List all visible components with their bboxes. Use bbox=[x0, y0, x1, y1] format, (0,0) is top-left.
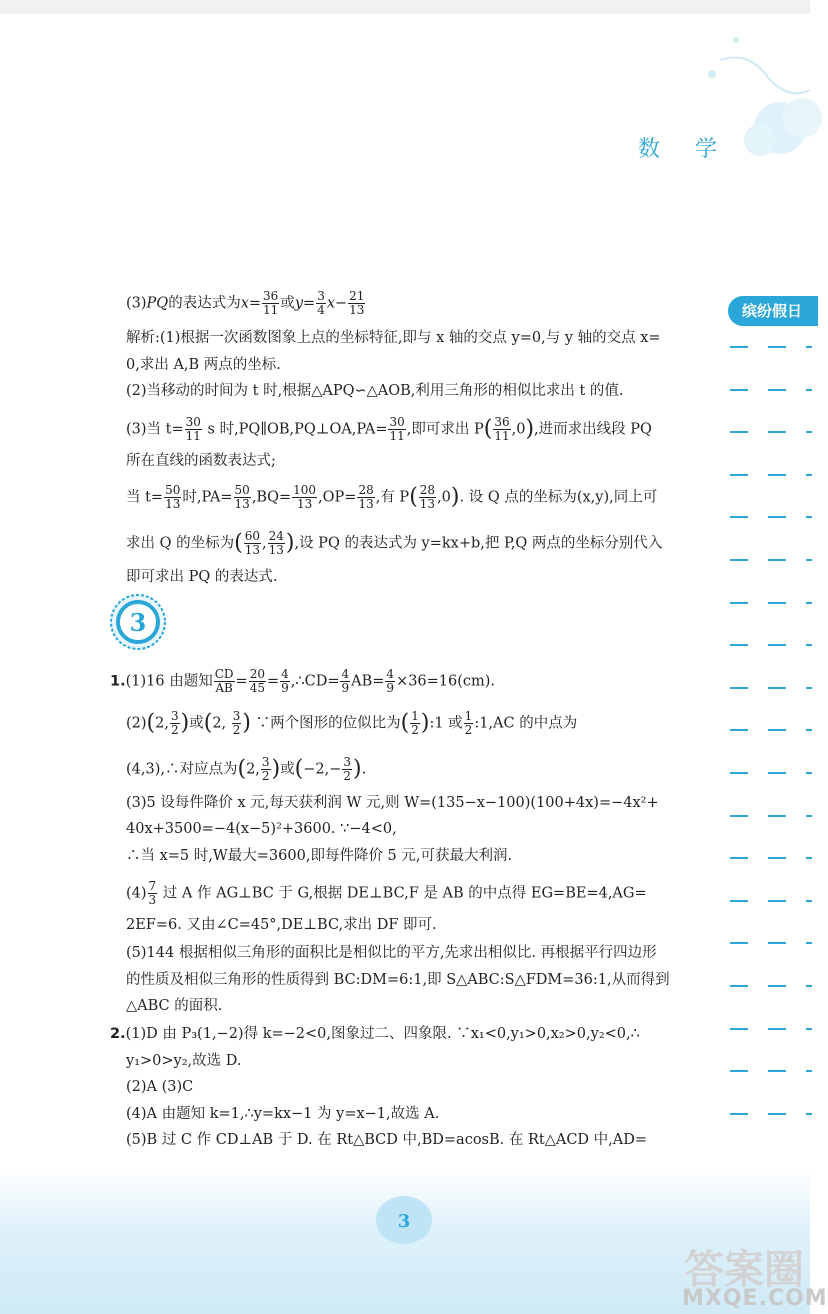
analysis-line-8: 即可求出 PQ 的表达式. bbox=[126, 569, 278, 585]
analysis-line-3: (2)当移动的时间为 t 时,根据△APQ∽△AOB,利用三角形的相似比求出 t 的值. bbox=[126, 383, 624, 399]
page-number-badge bbox=[372, 1194, 436, 1246]
answer-line-3-expression: (3)PQ的表达式为x= $\frac{36}{11}$ 或y= $\frac{3}{4}$ x− $\frac{21}{13}$ bbox=[126, 289, 365, 317]
q2-part2-3: (2)A (3)C bbox=[126, 1079, 194, 1095]
q1-part3-cont2: ∴当 x=5 时,W最大=3600,即每件降价 5 元,可获最大利润. bbox=[126, 848, 513, 864]
q1-part2-cont: (4,3),∴对应点为(2, $\frac{3}{2}$ )或(−2,− $\frac{3}{2}$ ). bbox=[126, 755, 367, 783]
q2-part1-cont: y₁>0>y₂,故选 D. bbox=[126, 1053, 242, 1069]
q1-part5-cont2: △ABC 的面积. bbox=[126, 998, 223, 1014]
q1-part3: (3)5 设每件降价 x 元,每天获利润 W 元,则 W=(135−x−100)(100+4x)=−4x²+ bbox=[126, 795, 659, 811]
q2-part1: 2.(1)D 由 P₃(1,−2)得 k=−2<0,图象过二、四象限. ∵x₁<0,y₁>0,x₂>0,y₂<0,∴ bbox=[110, 1026, 640, 1042]
analysis-line-1: 解析:(1)根据一次函数图象上点的坐标特征,即与 x 轴的交点 y=0,与 y 轴的交点 x= bbox=[126, 330, 661, 346]
analysis-line-7: 求出 Q 的坐标为( $\frac{60}{13}$ , $\frac{24}{13}$ ),设 PQ 的表达式为 y=kx+b,把 P,Q 两点的坐标分别代入 bbox=[126, 529, 663, 557]
q2-part4: (4)A 由题知 k=1,∴y=kx−1 为 y=x−1,故选 A. bbox=[126, 1106, 440, 1122]
analysis-line-4: (3)当 t= $\frac{30}{11}$ s 时,PQ∥OB,PQ⊥OA,PA= $\frac{30}{11}$ ,即可求出 P( $\frac{36}{11}$ ,0),进而求出线段 PQ bbox=[126, 415, 652, 443]
q1-part3-cont: 40x+3500=−4(x−5)²+3600. ∵−4<0, bbox=[126, 821, 397, 837]
subject-title: 数 学 bbox=[638, 137, 731, 162]
notes-dash-lines bbox=[730, 340, 810, 1149]
q1-part5: (5)144 根据相似三角形的面积比是相似比的平方,先求出相似比. 再根据平行四边形 bbox=[126, 945, 657, 961]
analysis-line-2: 0,求出 A,B 两点的坐标. bbox=[126, 357, 281, 373]
analysis-line-6: 当 t= $\frac{50}{13}$ 时,PA= $\frac{50}{13}$ ,BQ= $\frac{100}{13}$ ,OP= $\frac{28}{13}$ ,有 P( $\frac{28}{13}$ ,0). 设 Q 点的坐标为(x,y),同上可 bbox=[126, 483, 658, 511]
q1-part2: (2)(2, $\frac{3}{2}$ )或(2, $\frac{3}{2}$ ) ∵两个图形的位似比为( $\frac{1}{2}$ ):1 或 $\frac{1}{2}$ :1,AC 的中点为 bbox=[126, 709, 578, 737]
q1-part1: 1.(1)16 由题知 $\frac{CD}{AB}$ = $\frac{20}{45}$ = $\frac{4}{9}$ ,∴CD= $\frac{4}{9}$ AB= $\frac{4}{9}$ ×36=16(cm). bbox=[110, 667, 496, 695]
section-badge-number: 3 bbox=[129, 608, 147, 637]
q2-part5: (5)B 过 C 作 CD⊥AB 于 D. 在 Rt△BCD 中,BD=acosB. 在 Rt△ACD 中,AD= bbox=[126, 1132, 648, 1148]
q1-part4-cont: 2EF=6. 又由∠C=45°,DE⊥BC,求出 DF 即可. bbox=[126, 917, 437, 933]
cloud-decoration bbox=[690, 0, 810, 220]
analysis-line-5: 所在直线的函数表达式; bbox=[126, 453, 276, 469]
side-tab-label: 缤纷假日 bbox=[728, 296, 818, 326]
q1-part4: (4) $\frac{7}{3}$ 过 A 作 AG⊥BC 于 G,根据 DE⊥BC,F 是 AB 的中点得 EG=BE=4,AG= bbox=[126, 879, 647, 907]
watermark-url: MXQE.COM bbox=[682, 1286, 828, 1311]
q1-part5-cont: 的性质及相似三角形的性质得到 BC:DM=6:1,即 S△ABC:S△FDM=36:1,从而得到 bbox=[126, 972, 670, 988]
section-badge bbox=[110, 594, 166, 650]
watermark-logo-text: 答案圈 bbox=[684, 1247, 804, 1293]
page-number: 3 bbox=[397, 1211, 411, 1232]
top-band bbox=[0, 0, 810, 14]
